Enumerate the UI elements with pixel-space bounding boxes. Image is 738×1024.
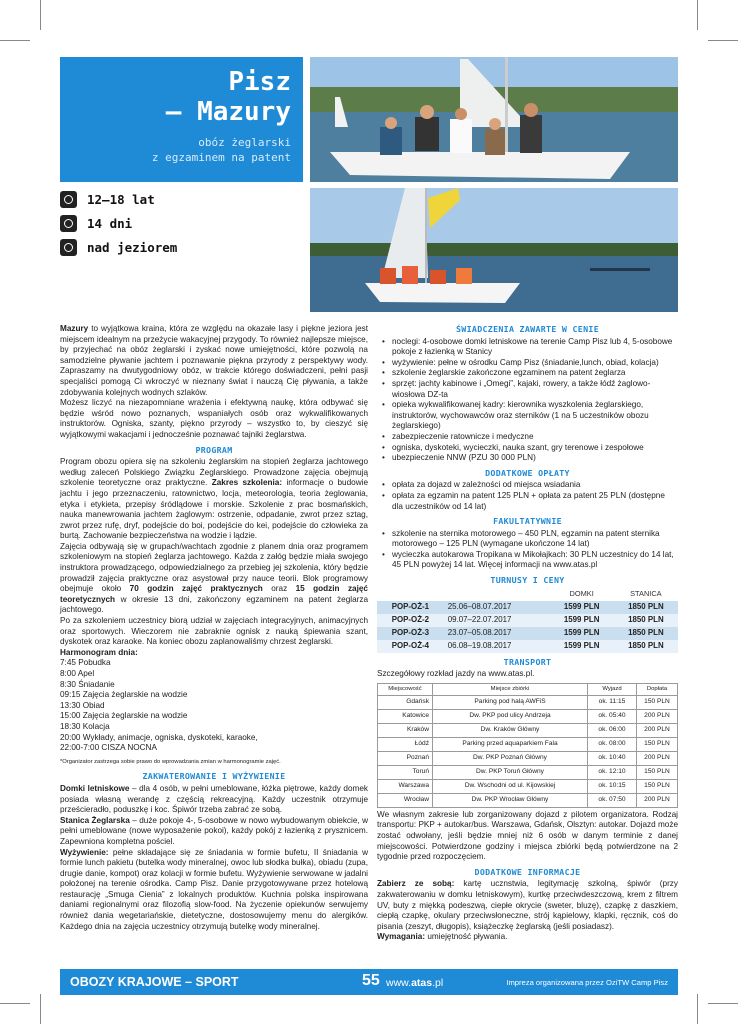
turnus-code: POP-OŻ-2	[377, 614, 444, 627]
table-header-row	[377, 588, 678, 601]
page-subtitle-line1: obóz żeglarski	[198, 136, 291, 149]
schedule-item: 15:00 Zajęcia żeglarskie na wodzie	[60, 711, 188, 721]
city-cell: Poznań	[378, 751, 433, 765]
accommodation-text: – duże pokoje 4-, 5-osobowe w nowo wybudowanym obiekcie, w pełni umeblowane (nowe wyposażenie pokoi), każdy pokój z łazienką z prysznicem. Zapewniona kompletna pościel.	[60, 815, 368, 846]
crop-mark	[697, 0, 698, 30]
list-item: • opłata za egzamin na patent 125 PLN + opłata za patent 25 PLN (dostępne dla uczestników od 14 lat)	[386, 491, 678, 512]
footer-organizer: Impreza organizowana przez OziTW Camp Pisz	[506, 978, 668, 987]
schedule-item: 7:45 Pobudka	[60, 658, 111, 668]
fact-location	[60, 238, 300, 256]
page-number: 55	[362, 972, 380, 989]
meeting-point-cell: Dw. PKP pod ulicy Andrzeja	[433, 709, 588, 723]
table-header-cell	[377, 588, 444, 601]
list-item: • ubezpieczenie NNW (PZU 30 000 PLN)	[386, 453, 678, 464]
table-header-cell: DOMKI	[569, 588, 594, 598]
list-item: • wycieczka autokarowa Tropikana w Mikołajkach: 30 PLN uczestnicy do 14 lat, 45 PLN powyżej 14 lat. Więcej informacji na www.atas.pl	[386, 550, 678, 571]
program-text: Program obozu opiera się na szkoleniu żeglarskim na stopień żeglarza jachtowego według zaleceń Polskiego Związku Żeglarskiego. Prowadzone zajęcia obejmują szkolenie teoretyczne oraz praktyczne.	[60, 457, 368, 488]
surcharge-cell: 200 PLN	[637, 723, 678, 737]
table-row	[377, 614, 678, 627]
transport-table	[377, 683, 678, 808]
page-subtitle-line2: z egzaminem na patent	[151, 151, 291, 164]
city-cell: Wrocław	[378, 793, 433, 807]
city-cell: Toruń	[378, 765, 433, 779]
meeting-point-cell: Dw. PKP Toruń Główny	[433, 765, 588, 779]
table-row	[378, 779, 678, 793]
title-block	[60, 57, 303, 182]
accommodation-bold: Stanica Żeglarska	[60, 815, 130, 825]
program-text: w okresie 13 dni, zakończony egzaminem na patent żeglarza jachtowego.	[60, 594, 368, 615]
crop-mark	[708, 40, 738, 41]
surcharge-cell: 200 PLN	[637, 751, 678, 765]
turnus-price-stanica: 1850 PLN	[614, 601, 678, 614]
fact-duration	[60, 214, 300, 232]
city-cell: Łódź	[378, 737, 433, 751]
included-heading: ŚWIADCZENIA ZAWARTE W CENIE	[456, 324, 599, 334]
page-title-line2: – Mazury	[165, 97, 291, 127]
accommodation-paragraph-3	[60, 848, 368, 933]
program-bold: Zakres szkolenia:	[211, 478, 283, 488]
accommodation-paragraph-1	[60, 784, 368, 816]
schedule-title	[60, 648, 368, 659]
turnus-price-stanica: 1850 PLN	[614, 640, 678, 653]
accommodation-bold: Domki letniskowe	[60, 783, 130, 793]
table-header-cell: STANICA	[630, 588, 662, 598]
meeting-point-cell: Dw. Wschodni od ul. Kijowskiej	[433, 779, 588, 793]
turnus-price-domki: 1599 PLN	[550, 640, 614, 653]
crop-mark	[708, 1003, 738, 1004]
website-suffix: .pl	[432, 977, 444, 989]
turnus-code: POP-OŻ-4	[377, 640, 444, 653]
accommodation-bold: Wyżywienie:	[60, 847, 109, 857]
turnus-price-stanica: 1850 PLN	[614, 614, 678, 627]
crop-mark	[0, 40, 30, 41]
schedule-item: 22:00-7:00 CISZA NOCNA	[60, 743, 157, 753]
fact-location-text: nad jeziorem	[87, 239, 178, 255]
surcharge-cell: 200 PLN	[637, 793, 678, 807]
program-heading: PROGRAM	[195, 444, 233, 455]
included-list	[377, 337, 678, 464]
intro-bold: Mazury	[60, 324, 89, 333]
table-row	[378, 751, 678, 765]
age-icon	[60, 191, 77, 208]
meeting-point-cell: Dw. PKP Poznań Główny	[433, 751, 588, 765]
intro-paragraph-2: Możesz liczyć na niezapomniane wrażenia i efektywną naukę, która odbywać się będzie wśród nowo poznanych, wspaniałych osób oraz wykwalifikowanych instruktorów. Ogniska, szanty, piękno przyrody – wszystko to, by cieszyć się wyjątkowymi wakacjami i jednocześnie poznawać tajniki żeglarstwa.	[60, 398, 368, 439]
table-row	[377, 627, 678, 640]
transport-details: We własnym zakresie lub zorganizowany dojazd z pilotem organizatora. Rodzaj transportu: PKP + autokar/bus. Warszawa, Gdańsk, Olsztyn: autokar. Dojazd może zostać odwołany, jeśli będzie mniej niż 6 osób w danym terminie z danej miejscowości. Potwierdzone godziny i miejsca zbiórki będą potwierdzone na 2 tygodnie przed rozpoczęciem.	[377, 809, 678, 862]
turnus-dates: 25.06–08.07.2017	[444, 601, 550, 614]
schedule-item: 09:15 Zajęcia żeglarskie na wodzie	[60, 690, 188, 700]
transport-heading: TRANSPORT	[503, 656, 552, 667]
extra-fees-list	[377, 480, 678, 512]
city-cell: Warszawa	[378, 779, 433, 793]
table-row	[378, 793, 678, 807]
table-header-cell: Dopłata	[637, 683, 678, 695]
intro-text: to wyjątkowa kraina, która ze względu na okazałe lasy i piękne jeziora jest miejscem idealnym na przeżycie wakacyjnej przygody. To również najlepsze miejsce, by przyjechać na obóz żeglarski i zyskać nowe umiejętności, które pozwolą na samodzielne pływanie jachtem i poznawanie piękna przyrody z perspektywy wody. Zapraszamy na dwutygodniowy obóz, w trakcie którego doświadczeni, pełni pasji specjaliści pomogą Ci wkroczyć w nieznany świat i nauczą Cię pływania, a także zdobywania kolejnych wodnych szlaków.	[60, 324, 368, 397]
extra-info-text: umiejętność pływania.	[425, 932, 508, 942]
accommodation-heading: ZAKWATEROWANIE I WYŻYWIENIE	[142, 771, 286, 782]
extra-info-paragraph-1	[377, 879, 678, 932]
extra-fees-heading: DODATKOWE OPŁATY	[485, 467, 570, 478]
surcharge-cell: 150 PLN	[637, 737, 678, 751]
clock-icon	[60, 215, 77, 232]
turnus-dates: 09.07–22.07.2017	[444, 614, 550, 627]
table-row	[378, 709, 678, 723]
turnus-price-domki: 1599 PLN	[550, 614, 614, 627]
table-row	[377, 640, 678, 653]
departure-cell: ok. 10:15	[588, 779, 637, 793]
accommodation-text: pełne składające się ze śniadania w formie bufetu, II śniadania w formie lunch pakietu (butelka wody mineralnej, owoc lub słodka bułka), obiadu (zupa, drugie danie, kompot) oraz kolacji w formie bufetu. Wyżywienie serwowane w jadalni położonej na terenie ośrodka. Camp Pisz. Danie przygotowywane przez hotelową restaurację „Smuga Cienia” z lokalnych produktów. Kuchnia polska inspirowana daniami regionalnymi oraz filozofią slow-food. Na życzenie opiekunów serwujemy również dania wegetariańskie, dietetyczne, dostosowujemy menu do alergików. Każdego dnia na zajęcia uczestnicy otrzymują butelkę wody mineralnej.	[60, 847, 368, 931]
turnus-dates: 23.07–05.08.2017	[444, 627, 550, 640]
extra-info-text: kartę ucznstwia, legitymację szkolną, śpiwór (przy zakwaterowaniu w domku letniskowym), kurtkę przeciwdeszczową, krem z filtrem UV, buty z miękką podeszwą, ciepłe okrycie (sweter, bluzę), czapkę z daszkiem, ciepłą czapkę, okulary przeciwsłoneczne, strój kąpielowy, klapki, ręcznik, coś do pisania (zeszyt, długopis), książeczkę żeglarską (jeśli posiadasz).	[377, 879, 678, 931]
transport-intro: Szczegółowy rozkład jazdy na www.atas.pl.	[377, 669, 535, 679]
trip-facts	[60, 190, 300, 262]
list-item: • opłata za dojazd w zależności od miejsca wsiadania	[386, 480, 678, 491]
left-column	[60, 324, 368, 932]
departure-cell: ok. 08:00	[588, 737, 637, 751]
dates-prices-heading: TURNUSY I CENY	[490, 575, 565, 586]
schedule-item: 8:00 Apel	[60, 669, 95, 678]
city-cell: Gdańsk	[378, 695, 433, 709]
list-item: • wyżywienie: pełne w ośrodku Camp Pisz (śniadanie,lunch, obiad, kolacja)	[386, 358, 678, 369]
program-bold: 70 godzin zajęć praktycznych	[129, 584, 263, 594]
program-paragraph-3: Po za szkoleniem uczestnicy biorą udział w zajęciach integracyjnych, animacyjnych oraz sportowych. Wieczorem nie zabraknie ognisk z nauką śpiewania szant, dyskotek oraz karaoke. Na koniec obozu zaplanowaliśmy chrzest żeglarski.	[60, 616, 368, 647]
departure-cell: ok. 05:40	[588, 709, 637, 723]
program-paragraph-2	[60, 542, 368, 616]
list-item: • noclegi: 4-osobowe domki letniskowe na terenie Camp Pisz lub 4, 5-osobowe pokoje z łazienką w Stanicy	[386, 337, 678, 358]
schedule-title-text: Harmonogram dnia:	[60, 647, 138, 657]
meeting-point-cell: Dw. Kraków Główny	[433, 723, 588, 737]
extra-info-heading: DODATKOWE INFORMACJE	[474, 866, 581, 877]
surcharge-cell: 200 PLN	[637, 709, 678, 723]
departure-cell: ok. 07:50	[588, 793, 637, 807]
table-row	[378, 737, 678, 751]
departure-cell: ok. 11:15	[588, 695, 637, 709]
list-item: • ogniska, dyskoteki, wycieczki, nauka szant, gry terenowe i zespołowe	[386, 443, 678, 454]
program-text: oraz	[262, 584, 296, 594]
dates-prices-table	[377, 588, 678, 653]
crop-mark	[0, 1003, 30, 1004]
surcharge-cell: 150 PLN	[637, 779, 678, 793]
optional-list	[377, 529, 678, 571]
table-row	[378, 695, 678, 709]
schedule-item: 20:00 Wykłady, animacje, ogniska, dyskoteki, karaoke,	[60, 732, 258, 742]
fact-age-text: 12–18 lat	[87, 191, 155, 207]
list-item: • sprzęt: jachty kabinowe i „Omegi”, kajaki, rowery, a także łódź żaglowo-wiosłowa DZ-ta	[386, 379, 678, 400]
list-item: • opieka wykwalifikowanej kadry: kierownika wyszkolenia żeglarskiego, instruktorów, wychowawców oraz sterników (1 na 5 uczestników obozu żeglarskiego)	[386, 400, 678, 432]
departure-cell: ok. 06:00	[588, 723, 637, 737]
program-text: informacje o budowie jachtu i jego przeznaczeniu, ratownictwo, locja, meteorologia, teoria żeglowania, etyka i etykieta, przepisy śródlądowe i morskie. Szkolenie z prac bosmańskich, nauka manewrowania jachtem żaglowym: ostrzenie, odpadanie, zwrot przez sztag, zwrot przez rufę, dryf, podejście do boi, podejście do kei, podejście do człowieka za burtą. Zachowanie bezpieczeństwa na wodzie i lądzie.	[60, 478, 368, 541]
crop-mark	[40, 994, 41, 1024]
table-header-cell	[444, 588, 550, 601]
schedule-item: 13:30 Obiad	[60, 700, 105, 710]
website-prefix: www.	[386, 977, 412, 989]
surcharge-cell: 150 PLN	[637, 765, 678, 779]
turnus-code: POP-OŻ-1	[377, 601, 444, 614]
crop-mark	[697, 994, 698, 1024]
table-header-cell: Miejscowość	[378, 683, 433, 695]
schedule-item: 18:30 Kolacja	[60, 721, 110, 731]
departure-cell: ok. 10:40	[588, 751, 637, 765]
list-item: • szkolenie na sternika motorowego – 450 PLN, egzamin na patent sternika motorowego – 125 PLN (wymagane ukończone 14 lat)	[386, 529, 678, 550]
intro-paragraph-1	[60, 324, 368, 398]
sailing-on-lake-photo	[310, 188, 678, 312]
extra-info-bold: Wymagania:	[377, 932, 426, 942]
turnus-price-stanica: 1850 PLN	[614, 627, 678, 640]
program-bold: 15 godzin zajęć teoretycznych	[60, 584, 368, 604]
city-cell: Katowice	[378, 709, 433, 723]
list-item: • szkolenie żeglarskie zakończone egzaminem na patent żeglarza	[386, 368, 678, 379]
meeting-point-cell: Dw. PKP Wrocław Główny	[433, 793, 588, 807]
page-footer	[60, 969, 678, 995]
table-header-cell: Wyjazd	[588, 683, 637, 695]
table-header-row	[378, 683, 678, 695]
page-title-line1: Pisz	[228, 67, 291, 97]
departure-cell: ok. 12:10	[588, 765, 637, 779]
surcharge-cell: 150 PLN	[637, 695, 678, 709]
table-header-cell: Miejsce zbiórki	[433, 683, 588, 695]
footer-section-title: OBOZY KRAJOWE – SPORT	[70, 975, 239, 989]
right-column	[377, 324, 678, 943]
program-paragraph-1	[60, 457, 368, 542]
sailboat-crew-photo	[310, 57, 678, 182]
turnus-price-domki: 1599 PLN	[550, 601, 614, 614]
table-row	[377, 601, 678, 614]
turnus-dates: 06.08–19.08.2017	[444, 640, 550, 653]
table-row	[378, 765, 678, 779]
meeting-point-cell: Parking przed aquaparkiem Fala	[433, 737, 588, 751]
fact-duration-text: 14 dni	[87, 215, 133, 231]
program-text: Zajęcia odbywają się w grupach/wachtach zgodnie z planem dnia oraz programem szkoleniowym na stopień żeglarza jachtowego. Każda z załóg będzie miała swojego instruktora prowadzącego, odpowiedzialnego za przebieg jej szkolenia, który będzie prowadził zajęcia praktyczne oraz asystował przy nauce teorii. Blok programowy obejmuje około	[60, 541, 368, 594]
website-link[interactable]	[386, 977, 443, 989]
meeting-point-cell: Parking pod halą AWFiS	[433, 695, 588, 709]
accommodation-text: – dla 4 osób, w pełni umeblowane, łóżka piętrowe, każdy domek posiada własną werandę z częścią rekreacyjną. Każdy uczestnik otrzymuje prześcieradło, poduszkę i koc. Śpiwór trzeba zabrać ze sobą.	[60, 783, 368, 815]
wave-icon	[60, 239, 77, 256]
turnus-code: POP-OŻ-3	[377, 627, 444, 640]
list-item: • zabezpieczenie ratownicze i medyczne	[386, 432, 678, 443]
accommodation-paragraph-2	[60, 816, 368, 848]
optional-heading: FAKULTATYWNIE	[493, 516, 562, 527]
crop-mark	[40, 0, 41, 30]
city-cell: Kraków	[378, 723, 433, 737]
schedule-item: 8:30 Śniadanie	[60, 679, 115, 689]
fact-age	[60, 190, 300, 208]
website-name: atas	[411, 977, 433, 989]
extra-info-paragraph-2	[377, 932, 678, 943]
table-row	[378, 723, 678, 737]
extra-info-bold: Zabierz ze sobą:	[377, 879, 455, 889]
turnus-price-domki: 1599 PLN	[550, 627, 614, 640]
schedule-note: *Organizator zastrzega sobie prawo do wprowadzania zmian w harmonogramie zajęć.	[60, 758, 281, 765]
